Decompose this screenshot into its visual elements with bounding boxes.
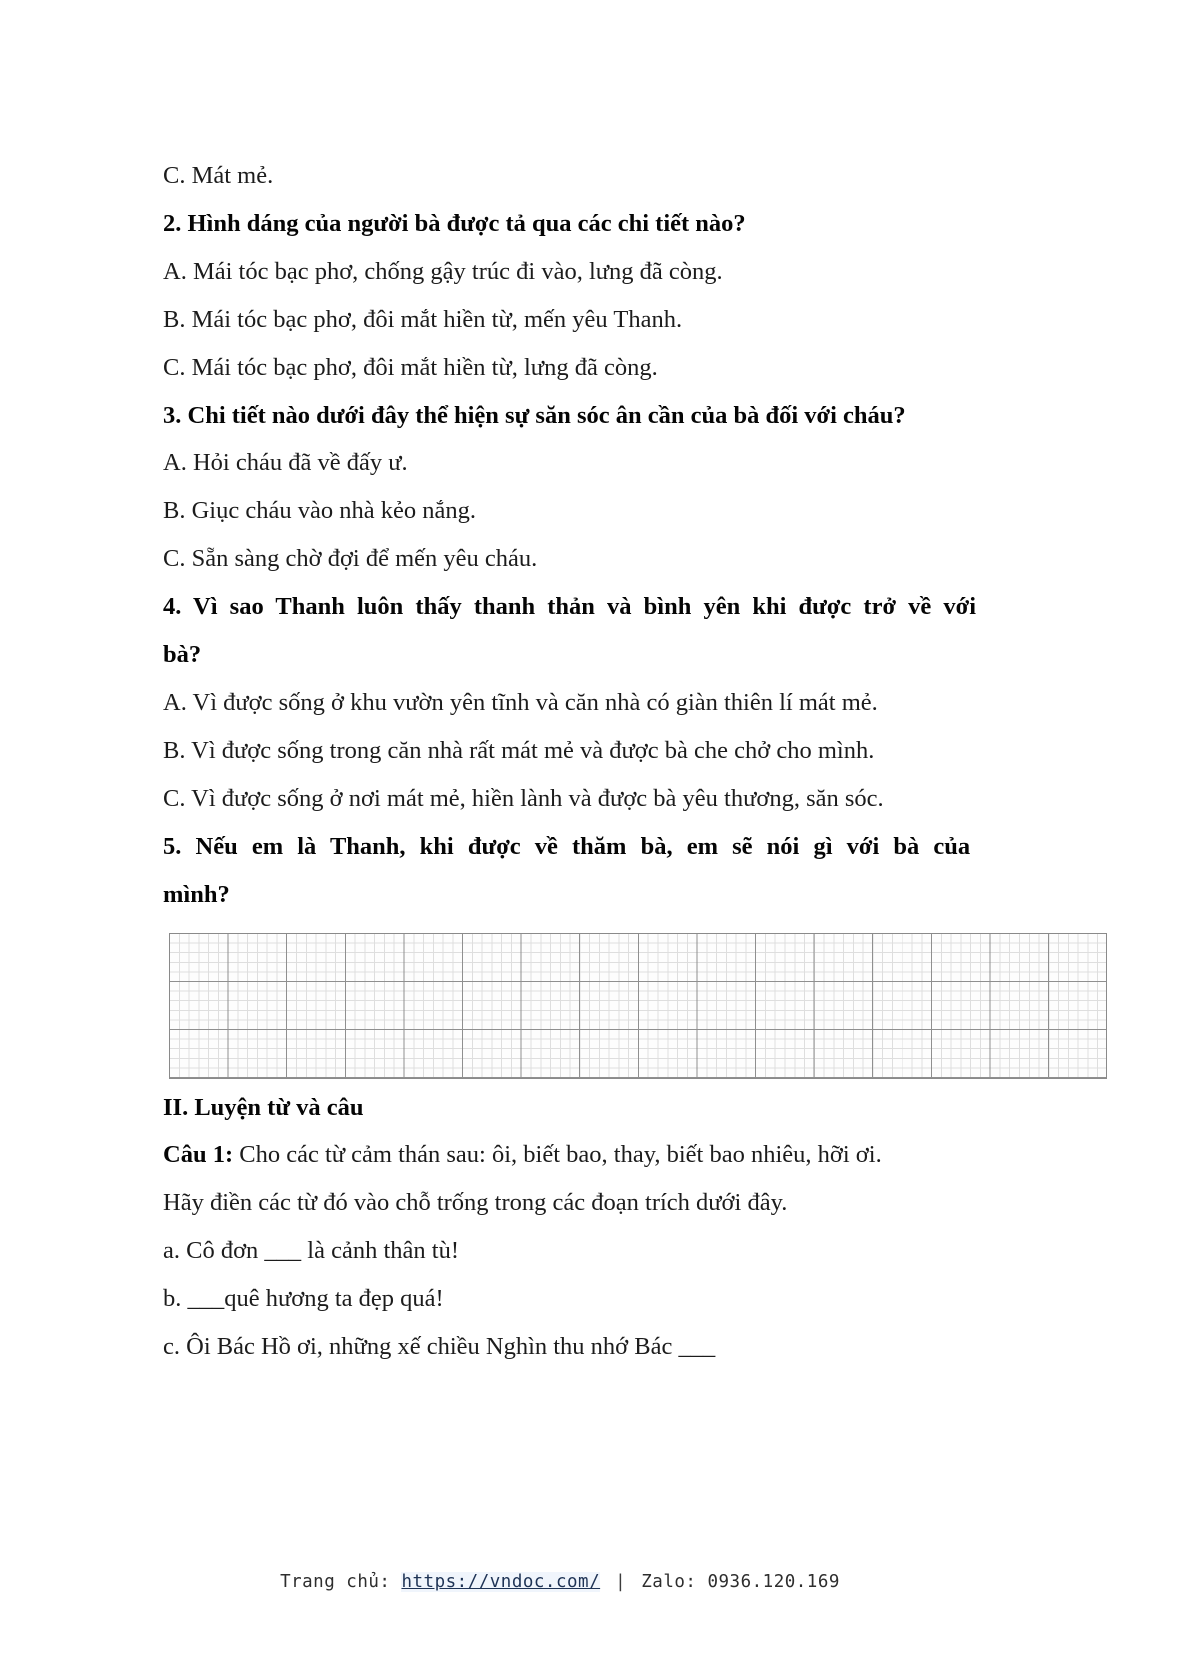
question-2-title: 2. Hình dáng của người bà được tả qua các chi tiết nào? bbox=[163, 209, 746, 237]
fill-blank-item-c: c. Ôi Bác Hồ ơi, những xế chiều Nghìn thu nhớ Bác ___ bbox=[163, 1333, 716, 1361]
question-3-title: 3. Chi tiết nào dưới đây thể hiện sự săn sóc ân cần của bà đối với cháu? bbox=[163, 401, 906, 429]
question-4-title-line2: bà? bbox=[163, 641, 202, 669]
q3-option-b: B. Giục cháu vào nhà kẻo nắng. bbox=[163, 497, 476, 525]
q3-option-a: A. Hỏi cháu đã về đấy ư. bbox=[163, 449, 408, 477]
q2-option-c: C. Mái tóc bạc phơ, đôi mắt hiền từ, lưng đã còng. bbox=[163, 353, 658, 381]
fill-blank-item-b: b. ___quê hương ta đẹp quá! bbox=[163, 1285, 444, 1313]
cau1-label: Câu 1: bbox=[163, 1141, 234, 1169]
page-footer bbox=[0, 1572, 1120, 1592]
cau1-intro-text: Cho các từ cảm thán sau: ôi, biết bao, thay, biết bao nhiêu, hỡi ơi. bbox=[239, 1141, 882, 1169]
footer-zalo-contact: Zalo: 0936.120.169 bbox=[641, 1572, 840, 1592]
q4-option-b: B. Vì được sống trong căn nhà rất mát mẻ và được bà che chở cho mình. bbox=[163, 736, 875, 764]
q2-option-b: B. Mái tóc bạc phơ, đôi mắt hiền từ, mến yêu Thanh. bbox=[163, 305, 683, 333]
q3-option-c: C. Sẵn sàng chờ đợi để mến yêu cháu. bbox=[163, 545, 538, 573]
footer-home-link[interactable]: https://vndoc.com/ bbox=[401, 1572, 601, 1592]
question-5-title-line1: 5. Nếu em là Thanh, khi được về thăm bà, em sẽ nói gì với bà của bbox=[163, 832, 971, 860]
footer-home-label: Trang chủ: bbox=[280, 1572, 391, 1592]
cau1-intro-line2: Hãy điền các từ đó vào chỗ trống trong các đoạn trích dưới đây. bbox=[163, 1189, 788, 1217]
q4-option-a: A. Vì được sống ở khu vườn yên tĩnh và căn nhà có giàn thiên lí mát mẻ. bbox=[163, 688, 878, 716]
q1-option-c: C. Mát mẻ. bbox=[163, 162, 274, 189]
q4-option-c: C. Vì được sống ở nơi mát mẻ, hiền lành và được bà yêu thương, săn sóc. bbox=[163, 784, 884, 812]
footer-separator: | bbox=[615, 1572, 627, 1592]
question-5-title bbox=[163, 823, 1041, 919]
handwriting-answer-grid bbox=[169, 933, 1107, 1079]
question-5-title-line2: mình? bbox=[163, 880, 230, 908]
q2-option-a: A. Mái tóc bạc phơ, chống gậy trúc đi vào, lưng đã còng. bbox=[163, 257, 723, 285]
question-4-title bbox=[163, 583, 1041, 679]
fill-blank-item-a: a. Cô đơn ___ là cảnh thân tù! bbox=[163, 1237, 459, 1265]
cau1-intro-line bbox=[163, 1131, 1041, 1179]
question-4-title-line1: 4. Vì sao Thanh luôn thấy thanh thản và bình yên khi được trở về với bbox=[163, 593, 977, 621]
section-2-heading: II. Luyện từ và câu bbox=[163, 1093, 364, 1121]
